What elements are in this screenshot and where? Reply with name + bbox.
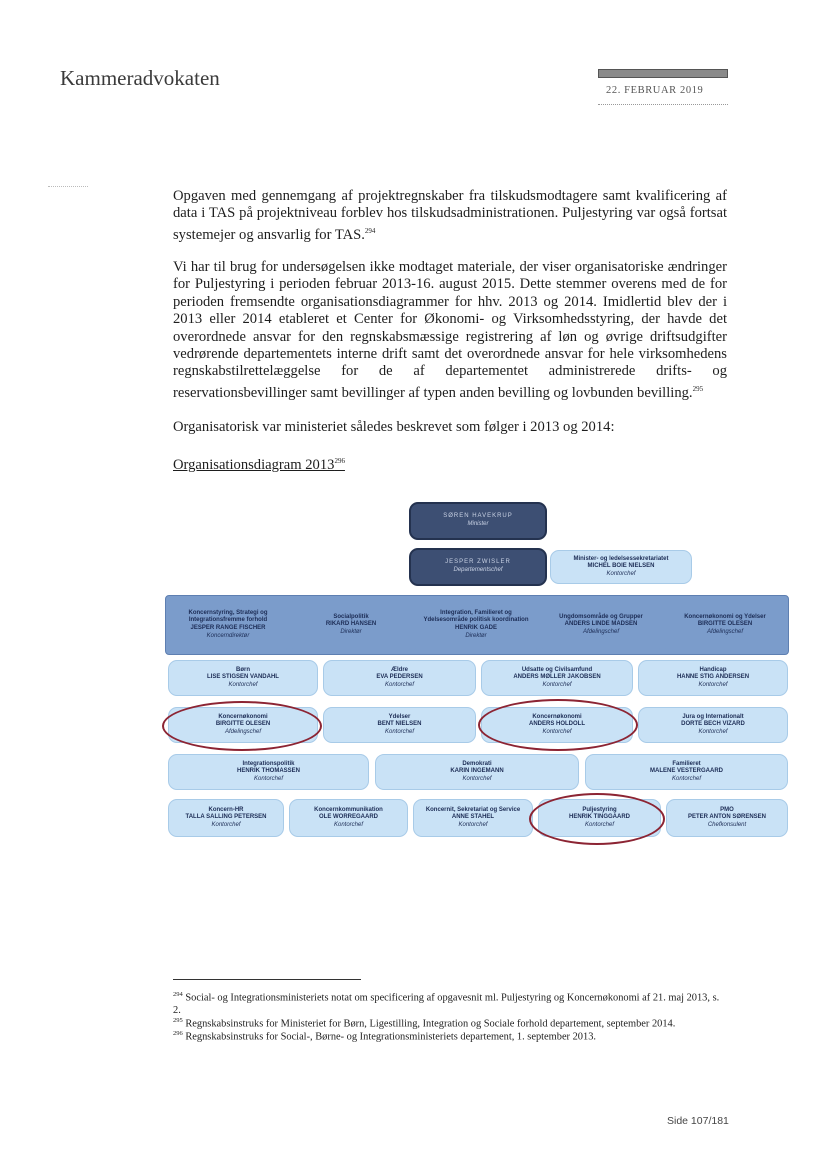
org-unit: Koncernøkonomi og Ydelser xyxy=(684,613,766,620)
org-unit: Koncernøkonomi xyxy=(218,713,268,720)
org-name: ANNE STAHEL xyxy=(451,814,495,821)
org-name: JESPER ZWISLER xyxy=(445,559,511,566)
org-director xyxy=(415,598,537,652)
document-date: 22. FEBRUAR 2019 xyxy=(606,85,704,96)
org-name: ANDERS HOLDOLL xyxy=(529,721,585,728)
org-unit: Ydelser xyxy=(388,713,411,720)
highlight-ring-koncernokonomi-2 xyxy=(478,699,638,751)
footnote-296 xyxy=(173,1028,727,1044)
org-unit: Puljestyring xyxy=(582,806,617,813)
org-role: Kontorchef xyxy=(542,681,572,688)
org-unit: Socialpolitik xyxy=(333,613,369,620)
org-name: BENT NIELSEN xyxy=(377,721,422,728)
org-role: Direktør xyxy=(465,632,487,639)
org-unit: Jura og Internationalt xyxy=(682,713,744,720)
org-unit: Integrationspolitik xyxy=(242,760,295,767)
org-name: ANDERS MØLLER JAKOBSEN xyxy=(513,674,601,681)
org-name: HENRIK GADE xyxy=(454,625,497,631)
org-unit: Demokrati xyxy=(462,760,492,767)
org-role: Afdelingschef xyxy=(582,628,620,635)
org-office xyxy=(168,799,284,837)
org-unit: Koncernit, Sekretariat og Service xyxy=(425,806,521,813)
org-office xyxy=(375,754,579,790)
org-role: Afdelingschef xyxy=(706,628,744,635)
footnote-separator xyxy=(173,979,361,980)
org-office xyxy=(323,707,476,743)
footnote-number: 294 xyxy=(173,991,183,998)
org-office xyxy=(323,660,476,696)
org-unit: Børn xyxy=(236,666,250,673)
org-director xyxy=(292,598,410,652)
footnote-number: 296 xyxy=(173,1030,183,1037)
org-unit: Ydelsesområde politisk koordination xyxy=(423,617,529,624)
org-unit: Koncernkommunikation xyxy=(314,806,383,813)
org-director xyxy=(665,598,785,652)
org-role: Afdelingschef xyxy=(224,728,262,735)
org-role: Kontorchef xyxy=(384,728,415,735)
org-office xyxy=(289,799,408,837)
org-office xyxy=(638,707,788,743)
org-role: Minister xyxy=(467,521,489,527)
org-name: JESPER RANGE FISCHER xyxy=(190,625,266,631)
org-name: EVA PEDERSEN xyxy=(376,674,423,681)
org-role: Kontorchef xyxy=(584,821,615,828)
highlight-ring-koncernokonomi xyxy=(162,701,322,751)
org-office xyxy=(481,660,633,696)
date-bar xyxy=(598,69,728,78)
paragraph-1-text: Opgaven med gennemgang af projektregnskaber fra tilskudsmodtagere samt kvalificering af data i TAS på projektniveau forblev hos tilskudsadministrationen. Puljestyring var også fortsat systemejer og ansvarlig for TAS. xyxy=(173,188,727,243)
org-role: Direktør xyxy=(340,628,362,635)
org-office xyxy=(638,660,788,696)
org-name: HENRIK TINGGAARD xyxy=(569,814,630,821)
footnote-text: Social- og Integrationsministeriets notat om specificering af opgavesnit ml. Puljestyring og Koncernøkonomi af 21. maj 2013, s. 2. xyxy=(173,992,720,1016)
org-role: Kontorchef xyxy=(333,821,364,828)
paragraph-1 xyxy=(173,188,727,244)
org-unit: Ældre xyxy=(390,666,408,673)
org-unit: Integrationsfremme forhold xyxy=(188,617,268,624)
org-unit: Ungdomsområde og Grupper xyxy=(559,613,643,620)
org-name: PETER ANTON SØRENSEN xyxy=(687,814,766,821)
org-name: MALENE VESTERGAARD xyxy=(649,768,723,775)
org-unit: Koncernstyring, Strategi og xyxy=(188,609,268,616)
org-office xyxy=(666,799,788,837)
org-role: Kontorchef xyxy=(384,681,415,688)
org-unit: Minister- og ledelsessekretariatet xyxy=(573,555,669,562)
org-unit: Handicap xyxy=(699,666,727,673)
org-office xyxy=(585,754,788,790)
org-unit: Koncern-HR xyxy=(208,806,244,813)
org-unit: Udsatte og Civilsamfund xyxy=(521,666,593,673)
org-role: Kontorchef xyxy=(542,728,572,735)
paragraph-3: Organisatorisk var ministeriet således beskrevet som følger i 2013 og 2014: xyxy=(173,419,615,435)
footnote-294 xyxy=(173,989,727,1017)
highlight-ring-puljestyring xyxy=(529,793,665,845)
org-role: Kontorchef xyxy=(606,570,636,577)
paragraph-2 xyxy=(173,259,727,402)
footnote-ref-296[interactable]: 296 xyxy=(334,457,345,466)
org-box-minister xyxy=(409,502,547,540)
org-role: Kontorchef xyxy=(698,681,728,688)
brand-logo-text: Kammeradvokaten xyxy=(60,66,220,90)
org-office xyxy=(413,799,533,837)
org-name: MICHEL BOIE NIELSEN xyxy=(587,563,655,570)
org-role: Kontorchef xyxy=(698,728,728,735)
org-office xyxy=(168,754,369,790)
date-underline xyxy=(598,104,728,105)
org-box-secretariat xyxy=(550,550,692,584)
org-role: Kontorchef xyxy=(458,821,488,828)
date-block xyxy=(598,69,728,105)
org-director xyxy=(169,598,287,652)
org-name: BIRGITTE OLESEN xyxy=(697,621,753,628)
org-unit: Koncernøkonomi xyxy=(532,713,582,720)
org-office xyxy=(168,660,318,696)
footnote-number: 295 xyxy=(173,1017,183,1024)
org-role: Kontorchef xyxy=(228,681,258,688)
org-role: Chefkonsulent xyxy=(707,821,747,828)
org-name: ANDERS LINDE MADSEN xyxy=(564,621,638,628)
org-role: Kontorchef xyxy=(253,775,284,782)
section-heading xyxy=(173,457,345,474)
org-box-department-head xyxy=(409,548,547,586)
org-name: HANNE STIG ANDERSEN xyxy=(676,674,750,681)
org-name: DORTE BECH VIZARD xyxy=(681,721,745,728)
org-unit: Familieret xyxy=(672,760,701,767)
org-director xyxy=(542,598,660,652)
org-unit: Integration, Familieret og xyxy=(440,609,512,616)
org-role: Departementschef xyxy=(453,567,503,573)
section-heading-text: Organisationsdiagram 2013 xyxy=(173,457,335,473)
org-name: TALLA SALLING PETERSEN xyxy=(185,814,267,821)
margin-mark xyxy=(48,186,88,187)
paragraph-2-text: Vi har til brug for undersøgelsen ikke modtaget materiale, der viser organisatoriske ændringer for Puljestyring i perioden februar 2013-16. august 2015. Dette stemmer overens med de for perioden fremsendte organisationsdiagrammer for hhv. 2013 og 2014. Imidlertid blev der i 2013 eller 2014 etableret et Center for Økonomi- og Virksomhedsstyring, der havde det overordnede ansvar for den regnskabsmæssige registrering af løn og øvrige driftsudgifter vedrørende departementets interne drift samt det overordnede ansvar for hele virksomhedens regnskabstilrettelæggelse for de af departementet administrerede drifts- og reservationsbevillinger samt bevillinger af typen anden bevilling og lovbunden bevilling. xyxy=(173,259,727,401)
org-role: Kontorchef xyxy=(211,821,241,828)
footnote-text: Regnskabsinstruks for Social-, Børne- og Integrationsministeriets departement, 1. september 2013. xyxy=(185,1031,596,1043)
org-name: LISE STIGSEN VANDAHL xyxy=(207,674,279,681)
org-unit: PMO xyxy=(720,806,734,813)
footnote-ref-295[interactable]: 295 xyxy=(692,384,704,393)
org-chart xyxy=(165,497,793,852)
org-name: OLE WORREGAARD xyxy=(319,814,378,821)
org-name: KARIN INGEMANN xyxy=(450,768,504,775)
footnote-ref-294[interactable]: 294 xyxy=(364,226,376,235)
page-number: Side 107/181 xyxy=(667,1115,729,1127)
org-name: RIKARD HANSEN xyxy=(325,621,377,628)
org-name: SØREN HAVEKRUP xyxy=(443,513,513,520)
org-role: Koncerndirektør xyxy=(206,632,250,639)
org-name: HENRIK THOMASSEN xyxy=(236,768,300,775)
org-role: Kontorchef xyxy=(671,775,702,782)
org-role: Kontorchef xyxy=(462,775,492,782)
footnote-text: Regnskabsinstruks for Ministeriet for Børn, Ligestilling, Integration og Sociale forhold departement, september 2014. xyxy=(185,1018,676,1030)
org-name: BIRGITTE OLESEN xyxy=(215,721,271,728)
